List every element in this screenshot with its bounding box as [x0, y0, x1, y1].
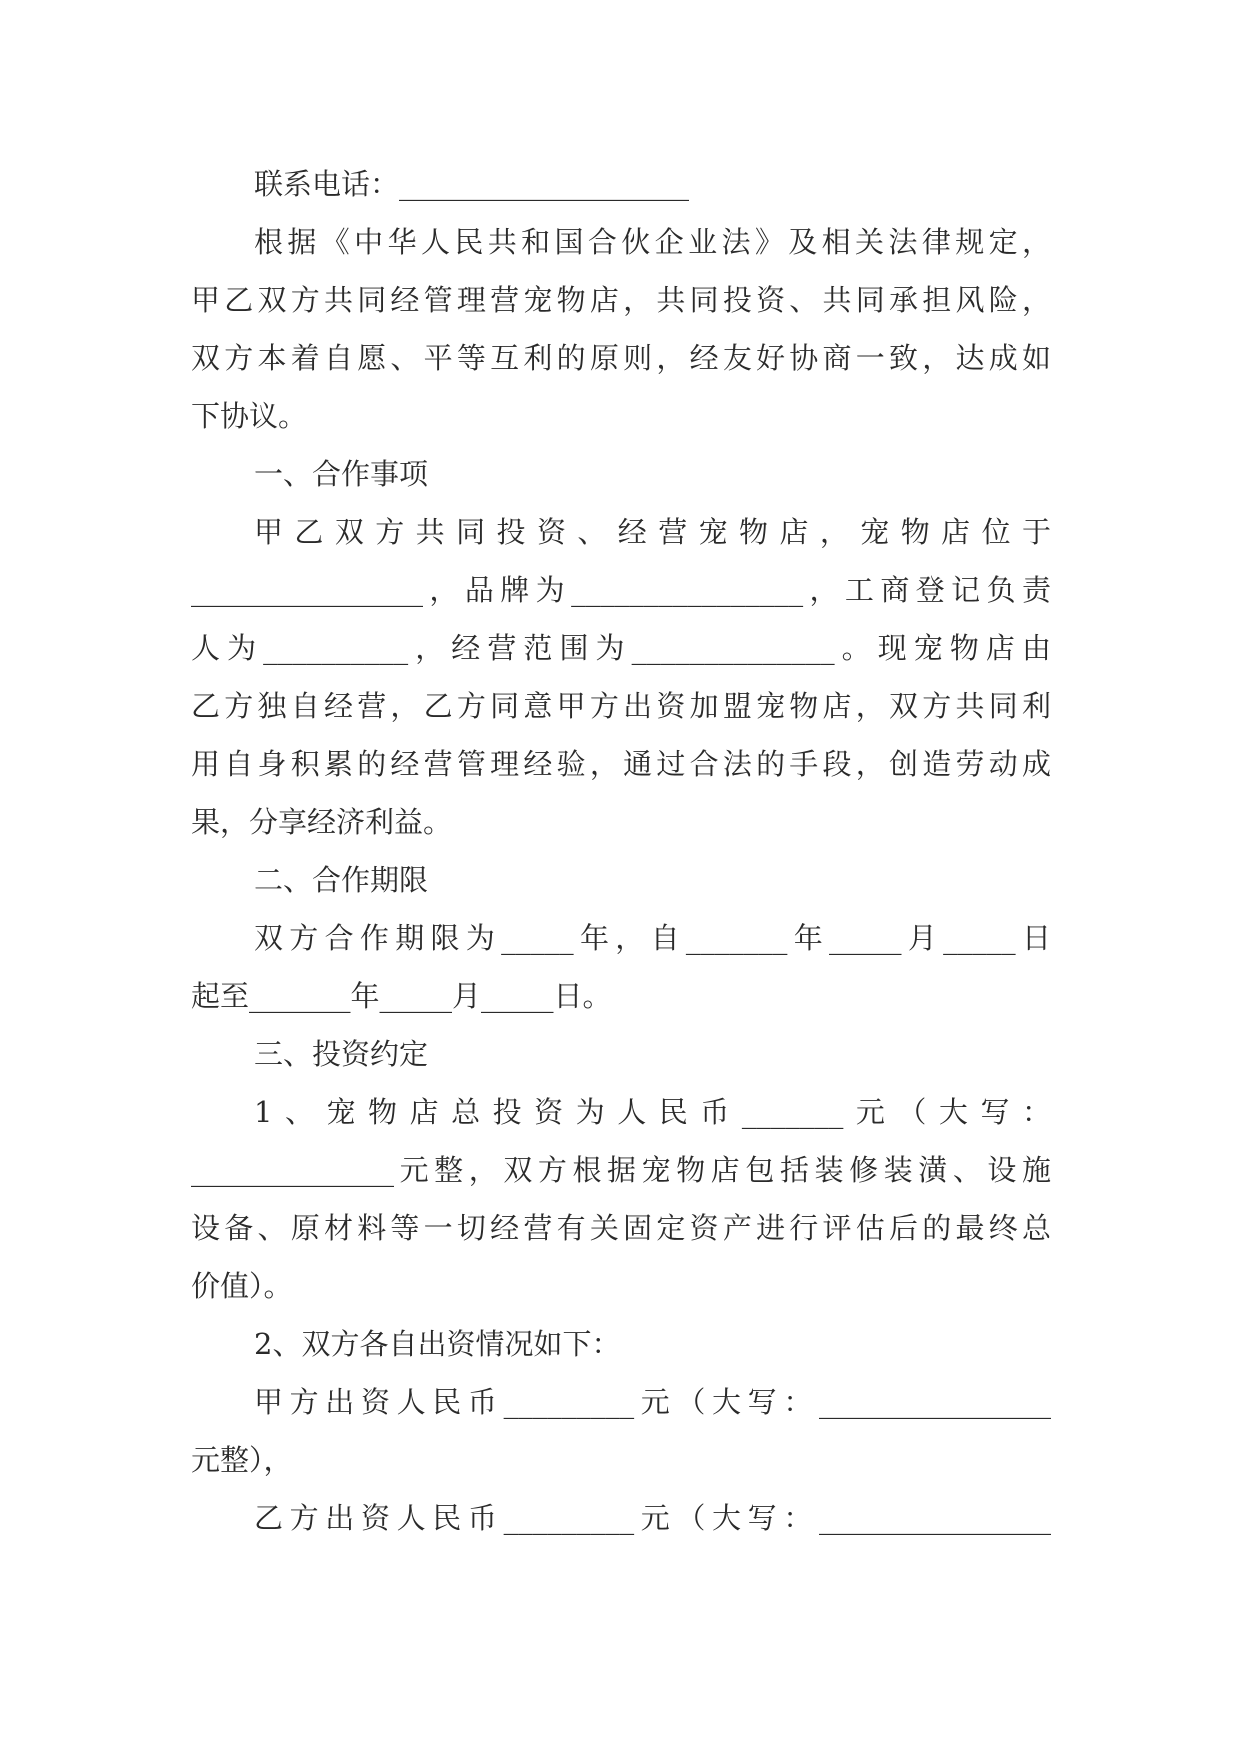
term-paragraph-line: 起至_______年_____月_____日。 [191, 979, 612, 1013]
investment-paragraph-line: 1、宠物店总投资为人民币_______元（大写： [254, 1095, 1051, 1129]
investment-paragraph-line: 价值）。 [191, 1269, 293, 1303]
cooperation-paragraph-line: 乙方独自经营，乙方同意甲方出资加盟宠物店，双方共同利 [191, 689, 1051, 723]
party-a-contribution-line: 元整）， [191, 1443, 293, 1477]
contribution-heading: 2、双方各自出资情况如下： [254, 1327, 621, 1361]
cooperation-paragraph-line: 甲乙双方共同投资、经营宠物店，宠物店位于 [254, 515, 1051, 549]
section-heading-cooperation: 一、合作事项 [254, 457, 429, 491]
cooperation-paragraph-line: 果，分享经济利益。 [191, 805, 453, 839]
intro-paragraph-line: 甲乙双方共同经管理营宠物店，共同投资、共同承担风险， [191, 283, 1051, 317]
intro-paragraph-line: 根据《中华人民共和国合伙企业法》及相关法律规定， [254, 225, 1051, 259]
section-heading-investment: 三、投资约定 [254, 1037, 429, 1071]
section-heading-term: 二、合作期限 [254, 863, 429, 897]
cooperation-paragraph-line: ________________，品牌为________________，工商登记负责 [191, 573, 1051, 607]
intro-paragraph-line: 下协议。 [191, 399, 308, 433]
party-b-contribution-line: 乙方出资人民币_________元（大写：________________ [254, 1501, 1051, 1535]
investment-paragraph-line: 设备、原材料等一切经营有关固定资产进行评估后的最终总 [191, 1211, 1051, 1245]
term-paragraph-line: 双方合作期限为_____年，自_______年_____月_____日 [254, 921, 1051, 955]
party-a-contribution-line: 甲方出资人民币_________元（大写：________________ [254, 1385, 1051, 1419]
cooperation-paragraph-line: 人为__________，经营范围为______________。现宠物店由 [191, 631, 1051, 665]
intro-paragraph-line: 双方本着自愿、平等互利的原则，经友好协商一致，达成如 [191, 341, 1051, 375]
investment-paragraph-line: ______________元整，双方根据宠物店包括装修装潢、设施 [191, 1153, 1051, 1187]
contact-phone-line: 联系电话：____________________ [254, 167, 690, 201]
cooperation-paragraph-line: 用自身积累的经营管理经验，通过合法的手段，创造劳动成 [191, 747, 1051, 781]
